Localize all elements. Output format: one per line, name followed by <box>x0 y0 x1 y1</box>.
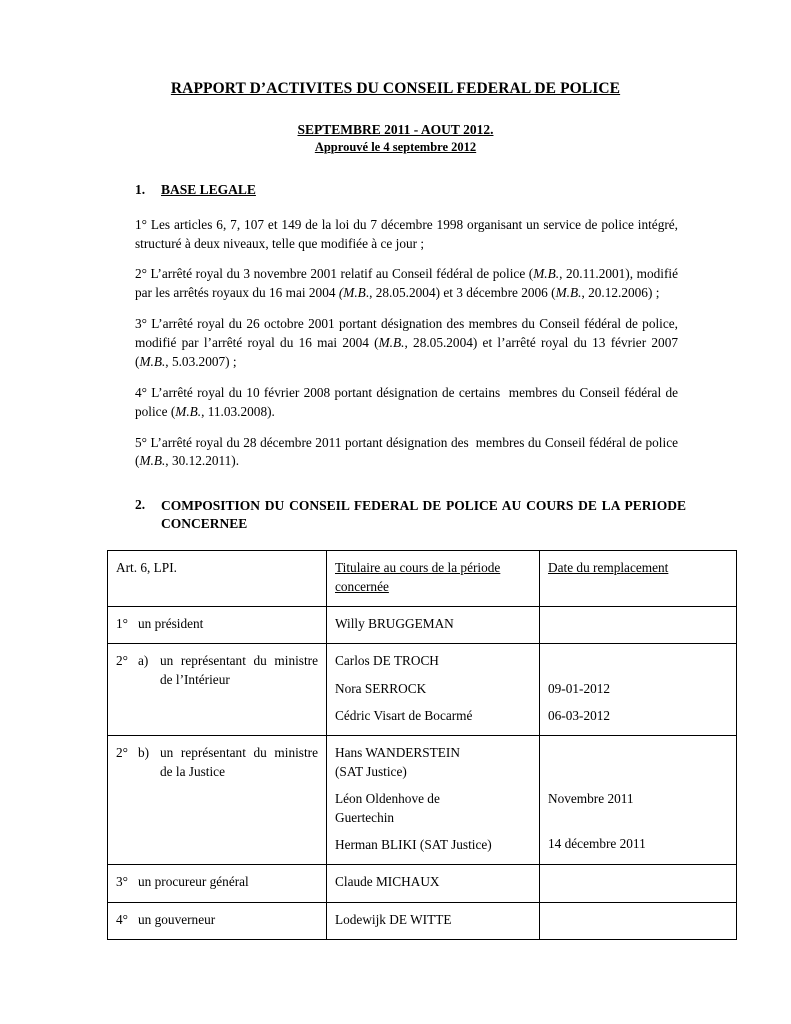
table-row <box>108 736 737 865</box>
table-row <box>108 865 737 902</box>
section-spacer <box>105 471 686 497</box>
section-number: 1. <box>135 181 146 197</box>
row-subletter: a) <box>138 653 149 669</box>
replacement-date: 14 décembre 2011 <box>548 835 646 851</box>
section-heading-composition <box>105 497 686 532</box>
document-approval-date: Approuvé le 4 septembre 2012 <box>314 139 477 154</box>
row-number: 2° <box>116 745 128 761</box>
composition-table <box>107 550 737 939</box>
holder-name: Lodewijk DE WITTE <box>335 911 452 927</box>
table-row <box>108 607 737 644</box>
replacement-date <box>548 911 728 929</box>
holder-name: Hans WANDERSTEIN (SAT Justice) <box>335 745 460 779</box>
section-heading-base-legale <box>105 182 686 198</box>
section-title: COMPOSITION DU CONSEIL FEDERAL DE POLICE AU COURS DE LA PERIODE CONCERNEE <box>161 498 686 531</box>
section-body-base-legale <box>105 216 686 472</box>
row-number: 3° <box>116 874 128 890</box>
holder-name: Cédric Visart de Bocarmé <box>335 708 473 724</box>
row-number: 1° <box>116 616 128 632</box>
table-row <box>108 644 737 736</box>
holder-name: Léon Oldenhove de Guertechin <box>335 791 440 825</box>
replacement-date: 09-01-2012 <box>548 680 611 696</box>
row-number: 4° <box>116 911 128 927</box>
section-title: BASE LEGALE <box>161 181 256 197</box>
row-label: un président <box>138 616 204 632</box>
section-number: 2. <box>135 497 146 513</box>
holder-name: Claude MICHAUX <box>335 874 440 890</box>
holder-name: Nora SERROCK <box>335 680 427 696</box>
table-header-replacement-date: Date du remplacement <box>548 560 669 576</box>
row-label: un représentant du ministre de l’Intérieur <box>160 653 318 687</box>
table-row <box>108 902 737 939</box>
replacement-date <box>548 652 728 670</box>
holder-name: Willy BRUGGEMAN <box>335 616 454 632</box>
replacement-date: Novembre 2011 <box>548 791 634 807</box>
row-label: un procureur général <box>138 874 249 890</box>
row-subletter: b) <box>138 745 150 761</box>
paragraph-2: 2° L’arrêté royal du 3 novembre 2001 relatif au Conseil fédéral de police (M.B., 20.11.2001), modifié par les arrêtés royaux du 16 mai 2004 (M.B., 28.05.2004) et 3 décembre 2006 (M.B., 20.12.2006) ; <box>135 266 678 301</box>
paragraph-5: 5° L’arrêté royal du 28 décembre 2011 portant désignation des membres du Conseil fédéral de police (M.B., 30.12.2011). <box>135 434 678 469</box>
holder-name: Herman BLIKI (SAT Justice) <box>335 836 492 852</box>
replacement-date <box>548 873 728 891</box>
document-subtitle: SEPTEMBRE 2011 - AOUT 2012. <box>297 121 494 137</box>
row-label: un représentant du ministre de la Justice <box>160 745 318 779</box>
table-header-art: Art. 6, LPI. <box>108 551 327 607</box>
paragraph-3: 3° L’arrêté royal du 26 octobre 2001 portant désignation des membres du Conseil fédéral de police, modifié par l’arrêté royal du 16 mai 2004 (M.B., 28.05.2004) et l’arrêté royal du 13 février 2007 (M.B., 5.03.2007) ; <box>135 316 678 369</box>
row-label: un gouverneur <box>138 911 216 927</box>
holder-name: Carlos DE TROCH <box>335 653 439 669</box>
replacement-date: 06-03-2012 <box>548 708 611 724</box>
page-title: RAPPORT D’ACTIVITES DU CONSEIL FEDERAL DE POLICE <box>170 80 621 97</box>
table-header-holder: Titulaire au cours de la période concernée <box>335 560 501 594</box>
paragraph-4: 4° L’arrêté royal du 10 février 2008 portant désignation de certains membres du Conseil fédéral de police (M.B., 11.03.2008). <box>135 384 678 419</box>
row-number: 2° <box>116 653 128 669</box>
replacement-date <box>548 744 728 781</box>
paragraph-1: 1° Les articles 6, 7, 107 et 149 de la loi du 7 décembre 1998 organisant un service de police intégré, structuré à deux niveaux, telle que modifiée à ce jour ; <box>135 216 678 251</box>
table-header-row <box>108 551 737 607</box>
